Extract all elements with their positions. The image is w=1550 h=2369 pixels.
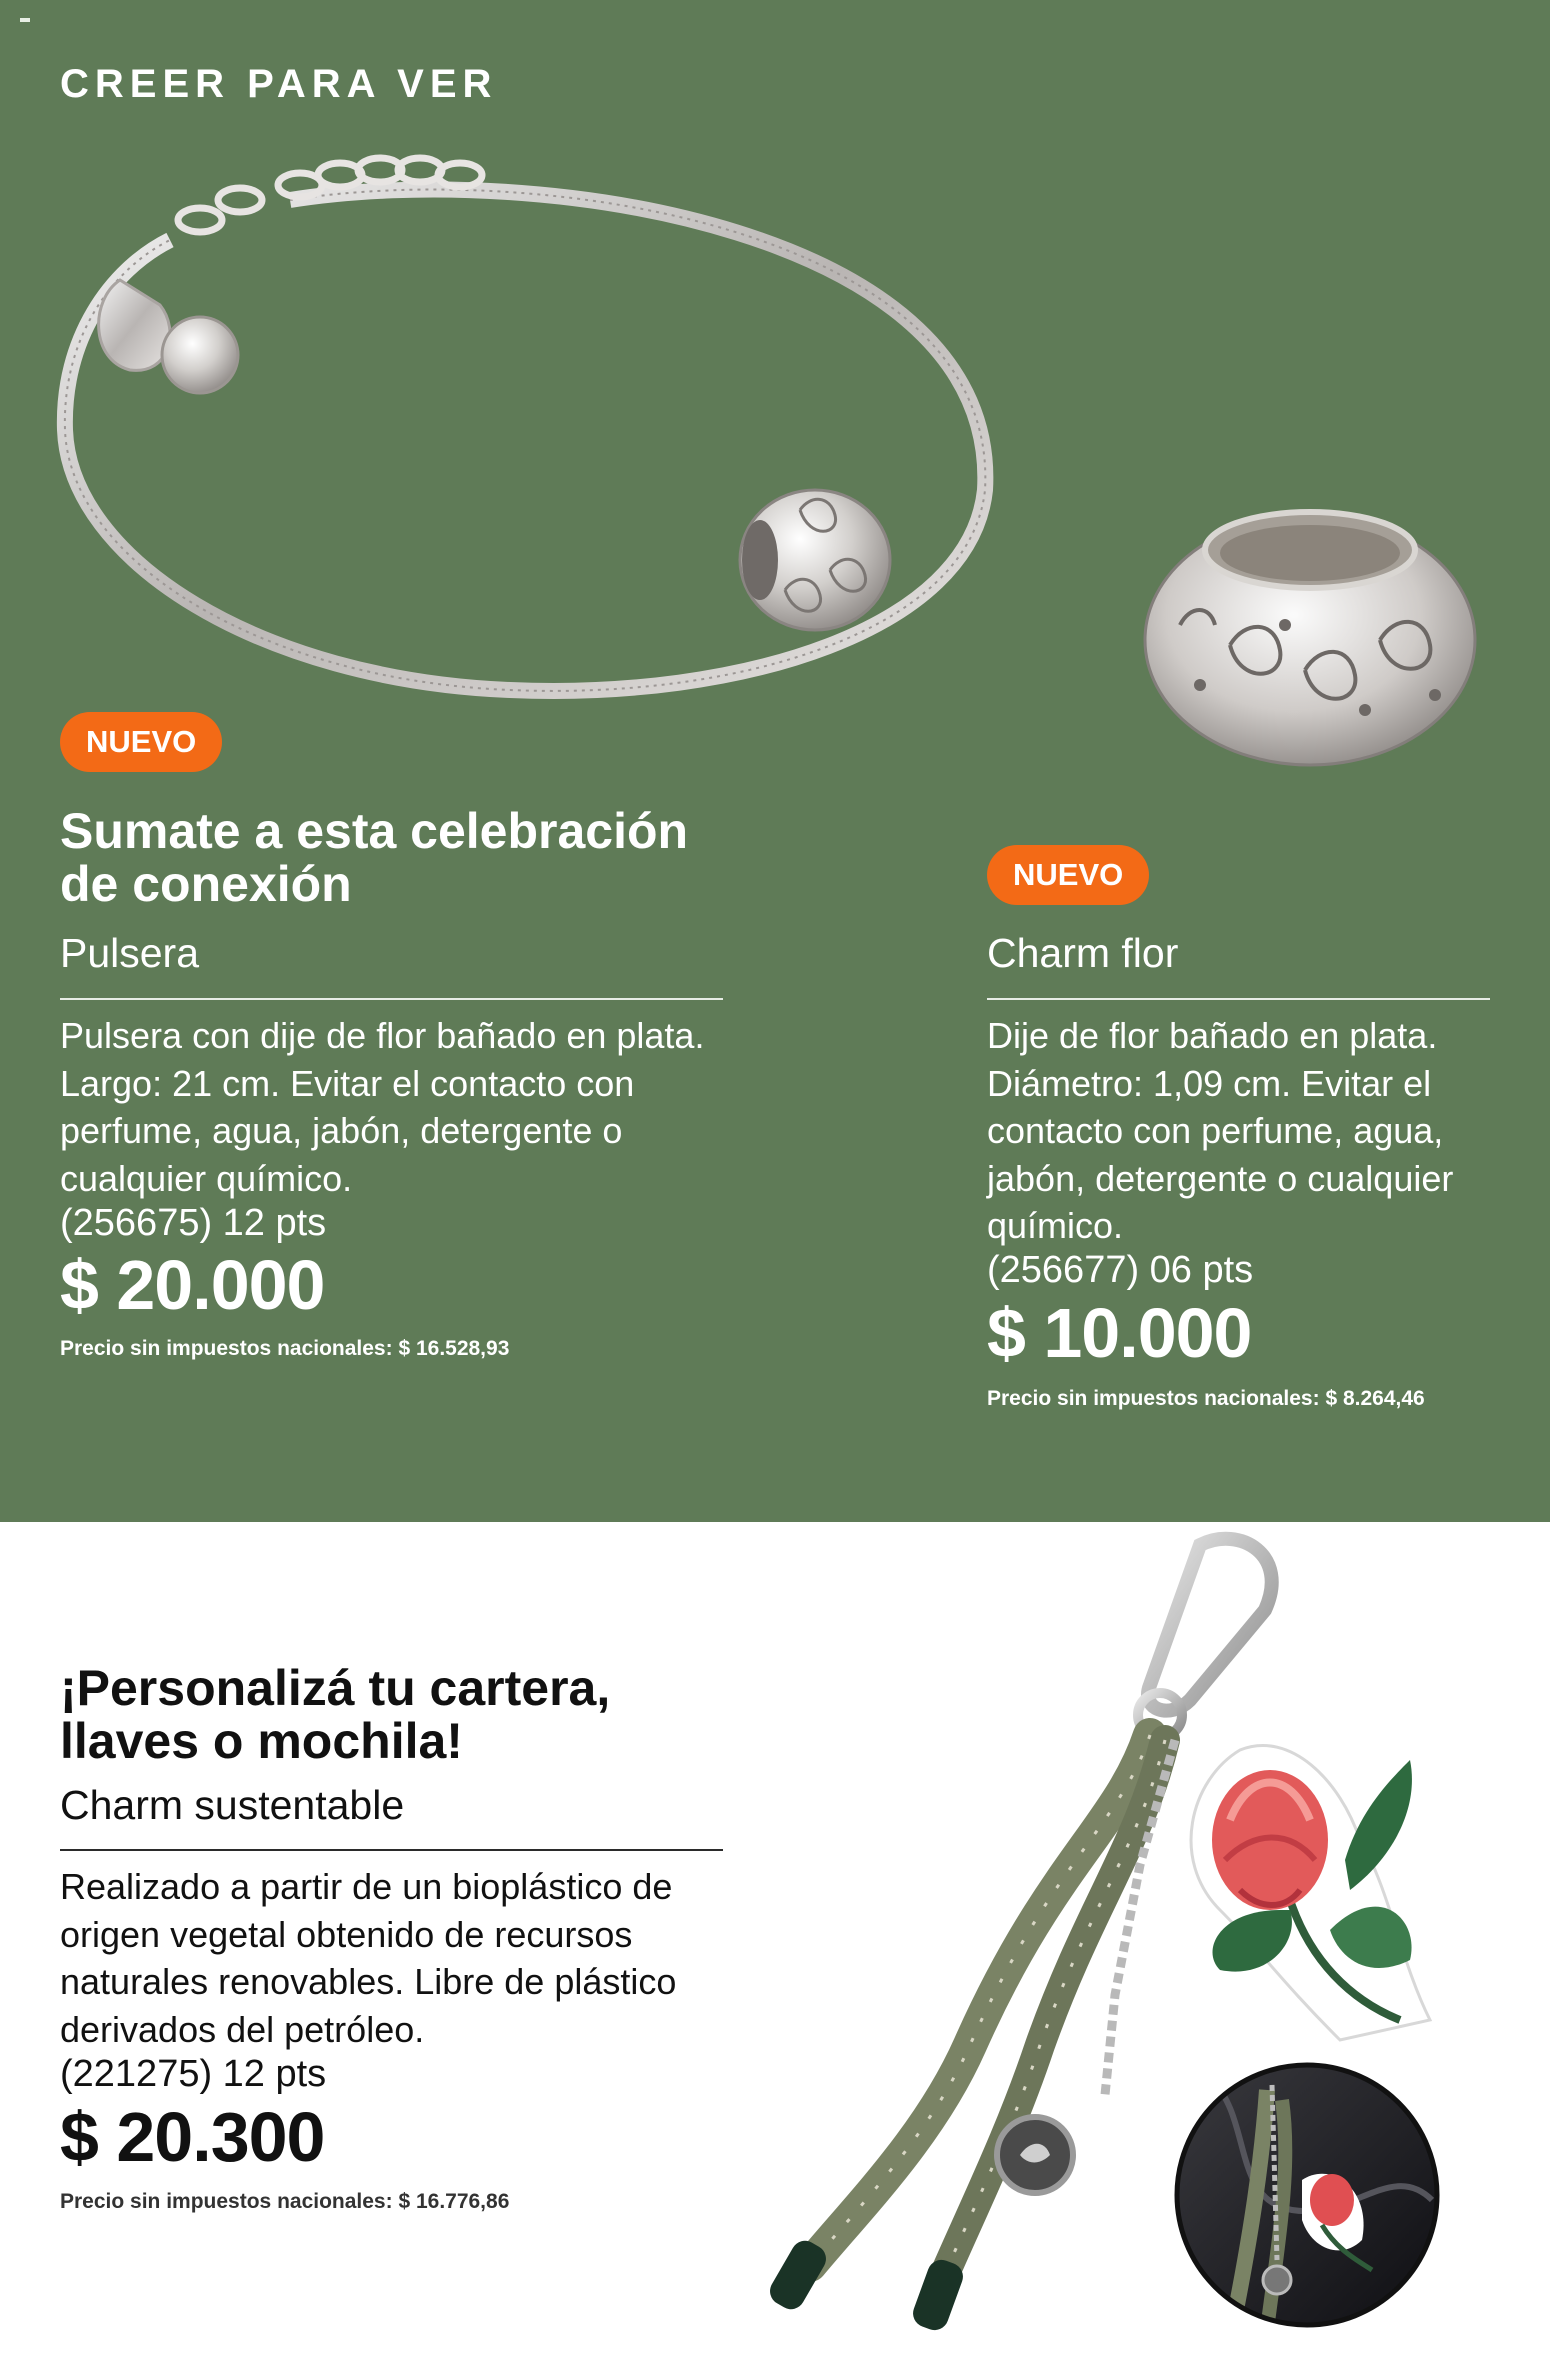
- description-line: contacto con perfume, agua,: [987, 1110, 1444, 1151]
- headline-line: Sumate a esta celebración: [60, 803, 689, 859]
- bracelet-image: [40, 130, 1010, 730]
- corner-mark: [20, 18, 30, 22]
- headline-line: llaves o mochila!: [60, 1713, 463, 1769]
- description-line: origen vegetal obtenido de recursos: [60, 1913, 633, 1955]
- description-line: jabón, detergente o cualquier: [987, 1157, 1454, 1199]
- description-line: perfume, agua, jabón, detergente o: [60, 1110, 623, 1151]
- description-line: químico.: [987, 1205, 1124, 1246]
- product-name: Charm flor: [987, 930, 1179, 976]
- product-name: Pulsera: [60, 930, 200, 976]
- divider: [60, 998, 723, 1000]
- product-code: (256677) 06 pts: [987, 1249, 1254, 1291]
- description-line: Realizado a partir de un bioplástico de: [60, 1866, 673, 1907]
- headline-line: ¡Personalizá tu cartera,: [60, 1660, 611, 1716]
- bag-detail-image: [1172, 2060, 1442, 2330]
- divider: [987, 998, 1490, 1000]
- description-line: derivados del petróleo.: [60, 2008, 425, 2050]
- new-badge: NUEVO: [60, 712, 222, 772]
- product-code: (256675) 12 pts: [60, 1202, 327, 1244]
- description-line: Pulsera con dije de flor bañado en plata.: [60, 1015, 705, 1056]
- description-line: Dije de flor bañado en plata.: [987, 1015, 1438, 1056]
- product-name: Charm sustentable: [60, 1782, 405, 1828]
- product-price: $ 20.000: [60, 1246, 325, 1324]
- product-description: [60, 1863, 760, 2053]
- flower-charm-icon: [1160, 1720, 1440, 2050]
- tax-note: Precio sin impuestos nacionales: $ 16.528,93: [60, 1337, 510, 1360]
- bracelet-headline: [60, 805, 740, 911]
- product-description: [60, 1012, 760, 1202]
- description-line: naturales renovables. Libre de plástico: [60, 1961, 677, 2002]
- product-code: (221275) 12 pts: [60, 2053, 327, 2095]
- brand-header: CREER PARA VER: [60, 62, 498, 106]
- tax-note: Precio sin impuestos nacionales: $ 8.264,46: [987, 1387, 1425, 1410]
- product-price: $ 20.300: [60, 2098, 325, 2176]
- sustainable-headline: [60, 1662, 760, 1768]
- description-line: Largo: 21 cm. Evitar el contacto con: [60, 1062, 635, 1104]
- new-badge: NUEVO: [987, 845, 1149, 905]
- product-description: [987, 1012, 1527, 1250]
- product-price: $ 10.000: [987, 1294, 1252, 1372]
- divider: [60, 1849, 723, 1851]
- description-line: cualquier químico.: [60, 1157, 353, 1199]
- description-line: Diámetro: 1,09 cm. Evitar el: [987, 1062, 1432, 1104]
- tax-note: Precio sin impuestos nacionales: $ 16.776,86: [60, 2190, 510, 2213]
- charm-bead-image: [1140, 495, 1480, 775]
- headline-line: de conexión: [60, 856, 352, 912]
